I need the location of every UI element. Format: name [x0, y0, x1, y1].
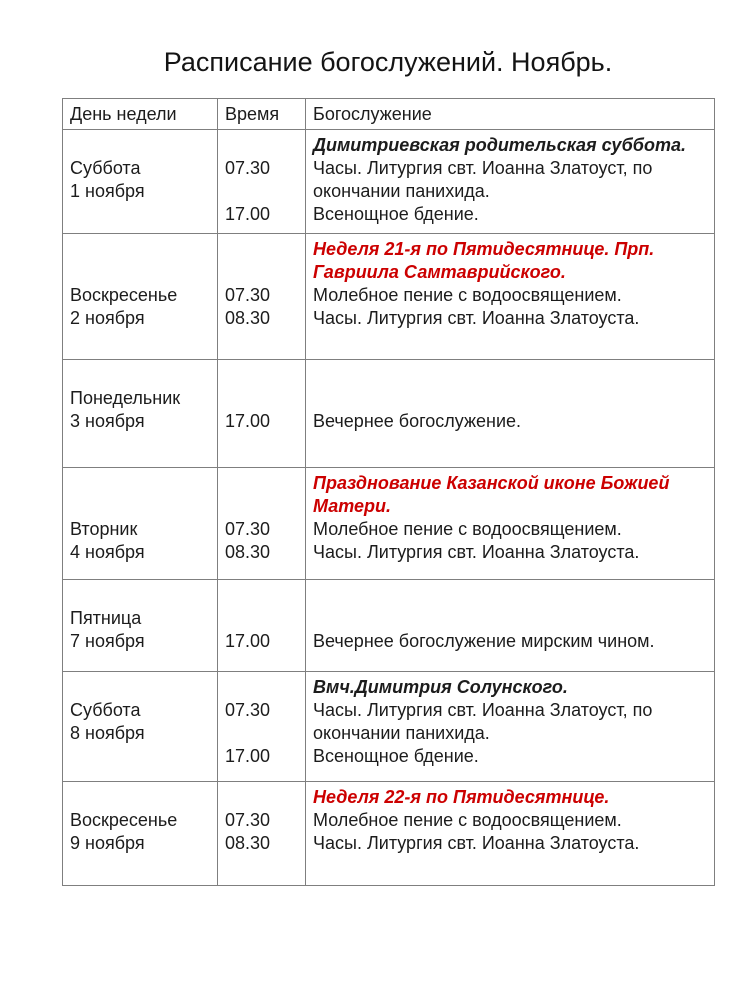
time-value: 17.00: [225, 746, 271, 766]
blank-line: [225, 676, 301, 699]
page-title: Расписание богослужений. Ноябрь.: [163, 47, 613, 77]
blank-line: [70, 238, 213, 261]
blank-line: [225, 855, 301, 878]
service-line: окончании панихида.: [313, 723, 490, 743]
service-cell: [306, 360, 715, 468]
service-line: Всенощное бдение.: [313, 746, 479, 766]
service-cell: [306, 234, 715, 360]
day-line: 7 ноября: [70, 631, 145, 651]
service-cell: [306, 130, 715, 234]
time-value: 07.30: [225, 700, 271, 720]
service-line: Молебное пение с водоосвящением.: [313, 810, 622, 830]
blank-line: [225, 330, 301, 353]
day-line: Вторник: [70, 519, 138, 539]
day-line: Суббота: [70, 700, 141, 720]
service-line: Всенощное бдение.: [313, 204, 479, 224]
time-cell: [218, 468, 306, 580]
blank-line: [313, 330, 710, 353]
day-cell: [63, 580, 218, 672]
blank-line: [225, 472, 301, 495]
time-cell: [218, 234, 306, 360]
service-cell: [306, 468, 715, 580]
day-line: Суббота: [70, 158, 141, 178]
day-cell: [63, 468, 218, 580]
col-header-service: Богослужение: [306, 99, 715, 130]
service-line: Молебное пение с водоосвящением.: [313, 519, 622, 539]
day-line: Пятница: [70, 608, 142, 628]
blank-line: [225, 387, 301, 410]
service-cell: [306, 672, 715, 782]
feast-title-line: Димитриевская родительская суббота.: [313, 135, 686, 155]
table-row: [63, 234, 715, 360]
col-header-day: День недели: [63, 99, 218, 130]
blank-line: [70, 472, 213, 495]
blank-line: [70, 134, 213, 157]
feast-title-line: Гавриила Самтаврийского.: [313, 262, 566, 282]
time-cell: [218, 130, 306, 234]
blank-line: [313, 387, 710, 410]
time-value: 08.30: [225, 833, 271, 853]
day-line: Воскресенье: [70, 810, 178, 830]
time-cell: [218, 782, 306, 886]
time-value: 07.30: [225, 158, 271, 178]
day-cell: [63, 782, 218, 886]
table-row: [63, 360, 715, 468]
service-line: окончании панихида.: [313, 181, 490, 201]
service-line: Часы. Литургия свт. Иоанна Златоуста.: [313, 542, 640, 562]
blank-line: [70, 203, 213, 226]
service-cell: [306, 580, 715, 672]
time-value: 07.30: [225, 519, 271, 539]
blank-line: [313, 364, 710, 387]
blank-line: [70, 261, 213, 284]
blank-line: [225, 495, 301, 518]
blank-line: [225, 261, 301, 284]
blank-line: [70, 745, 213, 768]
blank-line: [313, 855, 710, 878]
blank-line: [70, 433, 213, 456]
schedule-table: [62, 98, 715, 886]
blank-line: [225, 607, 301, 630]
blank-line: [70, 495, 213, 518]
day-line: Понедельник: [70, 388, 181, 408]
day-line: 9 ноября: [70, 833, 145, 853]
service-line: Вечернее богослужение мирским чином.: [313, 631, 655, 651]
service-line: Часы. Литургия свт. Иоанна Златоуста.: [313, 833, 640, 853]
time-cell: [218, 360, 306, 468]
day-line: 3 ноября: [70, 411, 145, 431]
service-line: Вечернее богослужение.: [313, 411, 522, 431]
blank-line: [225, 238, 301, 261]
blank-line: [225, 584, 301, 607]
day-line: Воскресенье: [70, 285, 178, 305]
day-cell: [63, 130, 218, 234]
table-row: [63, 468, 715, 580]
table-row: [63, 782, 715, 886]
blank-line: [225, 433, 301, 456]
blank-line: [313, 607, 710, 630]
blank-line: [70, 786, 213, 809]
time-cell: [218, 672, 306, 782]
time-value: 07.30: [225, 285, 271, 305]
blank-line: [225, 786, 301, 809]
blank-line: [70, 855, 213, 878]
service-line: Часы. Литургия свт. Иоанна Златоуст, по: [313, 158, 653, 178]
day-line: 8 ноября: [70, 723, 145, 743]
blank-line: [225, 134, 301, 157]
feast-title-line: Празднование Казанской иконе Божией: [313, 473, 670, 493]
day-cell: [63, 360, 218, 468]
time-value: 08.30: [225, 308, 271, 328]
service-line: Часы. Литургия свт. Иоанна Златоуста.: [313, 308, 640, 328]
feast-title-line: Неделя 21-я по Пятидесятнице. Прп.: [313, 239, 655, 259]
col-header-time: Время: [218, 99, 306, 130]
table-row: [63, 580, 715, 672]
time-value: 17.00: [225, 204, 271, 224]
blank-line: [225, 364, 301, 387]
time-value: 08.30: [225, 542, 271, 562]
blank-line: [70, 676, 213, 699]
day-line: 1 ноября: [70, 181, 145, 201]
time-value: 17.00: [225, 411, 271, 431]
service-line: Часы. Литургия свт. Иоанна Златоуст, по: [313, 700, 653, 720]
blank-line: [70, 584, 213, 607]
day-cell: [63, 672, 218, 782]
blank-line: [313, 433, 710, 456]
blank-line: [225, 722, 301, 745]
blank-line: [70, 330, 213, 353]
time-value: 17.00: [225, 631, 271, 651]
feast-title-line: Неделя 22-я по Пятидесятнице.: [313, 787, 610, 807]
header-row: [63, 99, 715, 130]
day-line: 2 ноября: [70, 308, 145, 328]
feast-title-line: Матери.: [313, 496, 391, 516]
table-row: [63, 672, 715, 782]
day-cell: [63, 234, 218, 360]
time-value: 07.30: [225, 810, 271, 830]
feast-title-line: Вмч.Димитрия Солунского.: [313, 677, 568, 697]
blank-line: [313, 584, 710, 607]
service-line: Молебное пение с водоосвящением.: [313, 285, 622, 305]
service-cell: [306, 782, 715, 886]
blank-line: [70, 364, 213, 387]
table-row: [63, 130, 715, 234]
time-cell: [218, 580, 306, 672]
day-line: 4 ноября: [70, 542, 145, 562]
blank-line: [225, 180, 301, 203]
